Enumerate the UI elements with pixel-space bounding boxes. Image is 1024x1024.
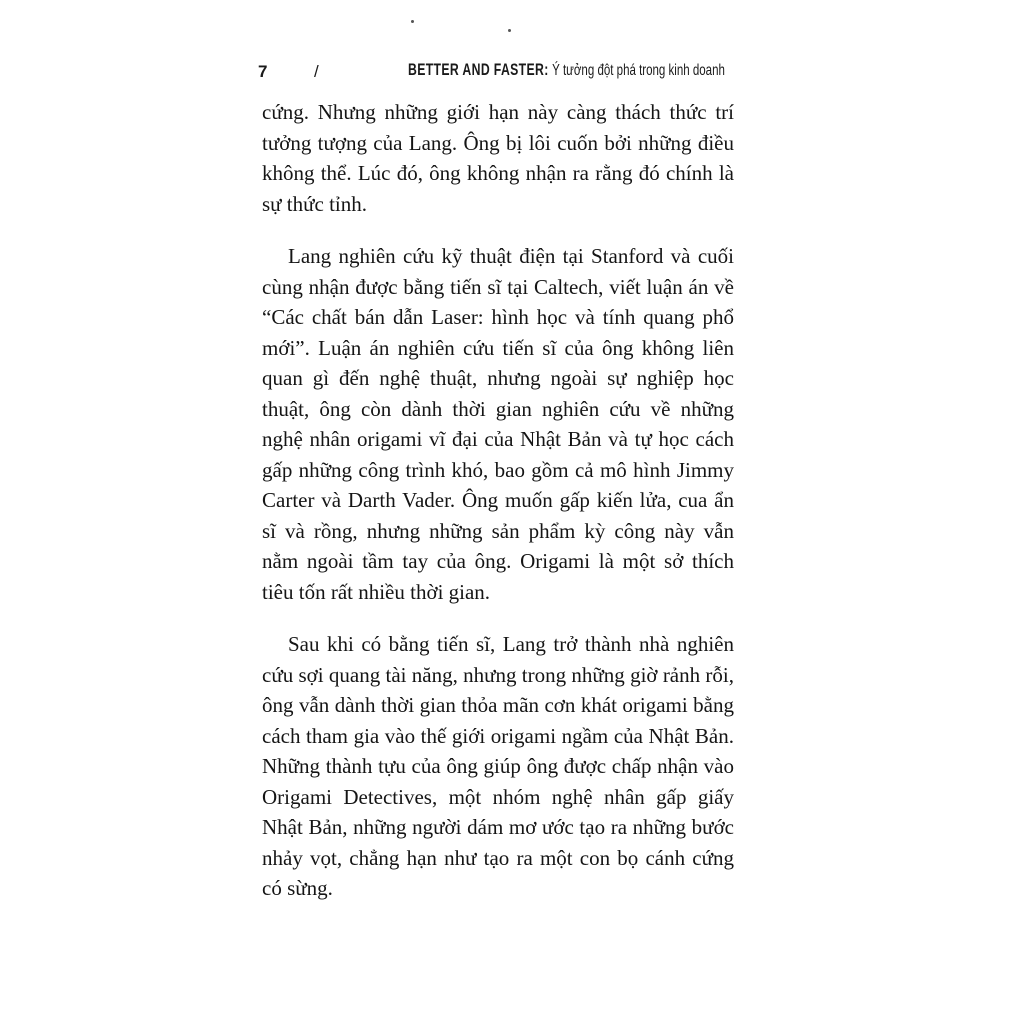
running-header <box>258 58 736 88</box>
print-speck <box>411 20 414 23</box>
header-separator: / <box>314 62 319 81</box>
book-subtitle: Ý tưởng đột phá trong kinh doanh <box>552 62 725 79</box>
print-speck <box>508 29 511 32</box>
paragraph: Sau khi có bằng tiến sĩ, Lang trở thành nhà nghiên cứu sợi quang tài năng, nhưng trong những giờ rảnh rỗi, ông vẫn dành thời gian thỏa mãn cơn khát origami bằng cách tham gia vào thế giới origami ngầm của Nhật Bản. Những thành tựu của ông giúp ông được chấp nhận vào Origami Detectives, một nhóm nghệ nhân gấp giấy Nhật Bản, những người dám mơ ước tạo ra những bước nhảy vọt, chẳng hạn như tạo ra một con bọ cánh cứng có sừng. <box>262 632 734 900</box>
book-title: BETTER AND FASTER: <box>408 60 549 79</box>
body-text <box>262 97 734 904</box>
paragraph-continued: cứng. Nhưng những giới hạn này càng thách thức trí tưởng tượng của Lang. Ông bị lôi cuốn bởi những điều không thể. Lúc đó, ông không nhận ra rằng đó chính là sự thức tỉnh. <box>262 100 734 216</box>
page-number: 7 <box>258 62 268 81</box>
running-title <box>408 60 725 80</box>
paragraph: Lang nghiên cứu kỹ thuật điện tại Stanford và cuối cùng nhận được bằng tiến sĩ tại Caltech, viết luận án về “Các chất bán dẫn Laser: hình học và tính quang phổ mới”. Luận án nghiên cứu tiến sĩ của ông không liên quan gì đến nghệ thuật, nhưng ngoài sự nghiệp học thuật, ông còn dành thời gian nghiên cứu về những nghệ nhân origami vĩ đại của Nhật Bản và tự học cách gấp những công trình khó, bao gồm cả mô hình Jimmy Carter và Darth Vader. Ông muốn gấp kiến lửa, cua ẩn sĩ và rồng, nhưng những sản phẩm kỳ công này vẫn nằm ngoài tầm tay của ông. Origami là một sở thích tiêu tốn rất nhiều thời gian. <box>262 244 734 604</box>
